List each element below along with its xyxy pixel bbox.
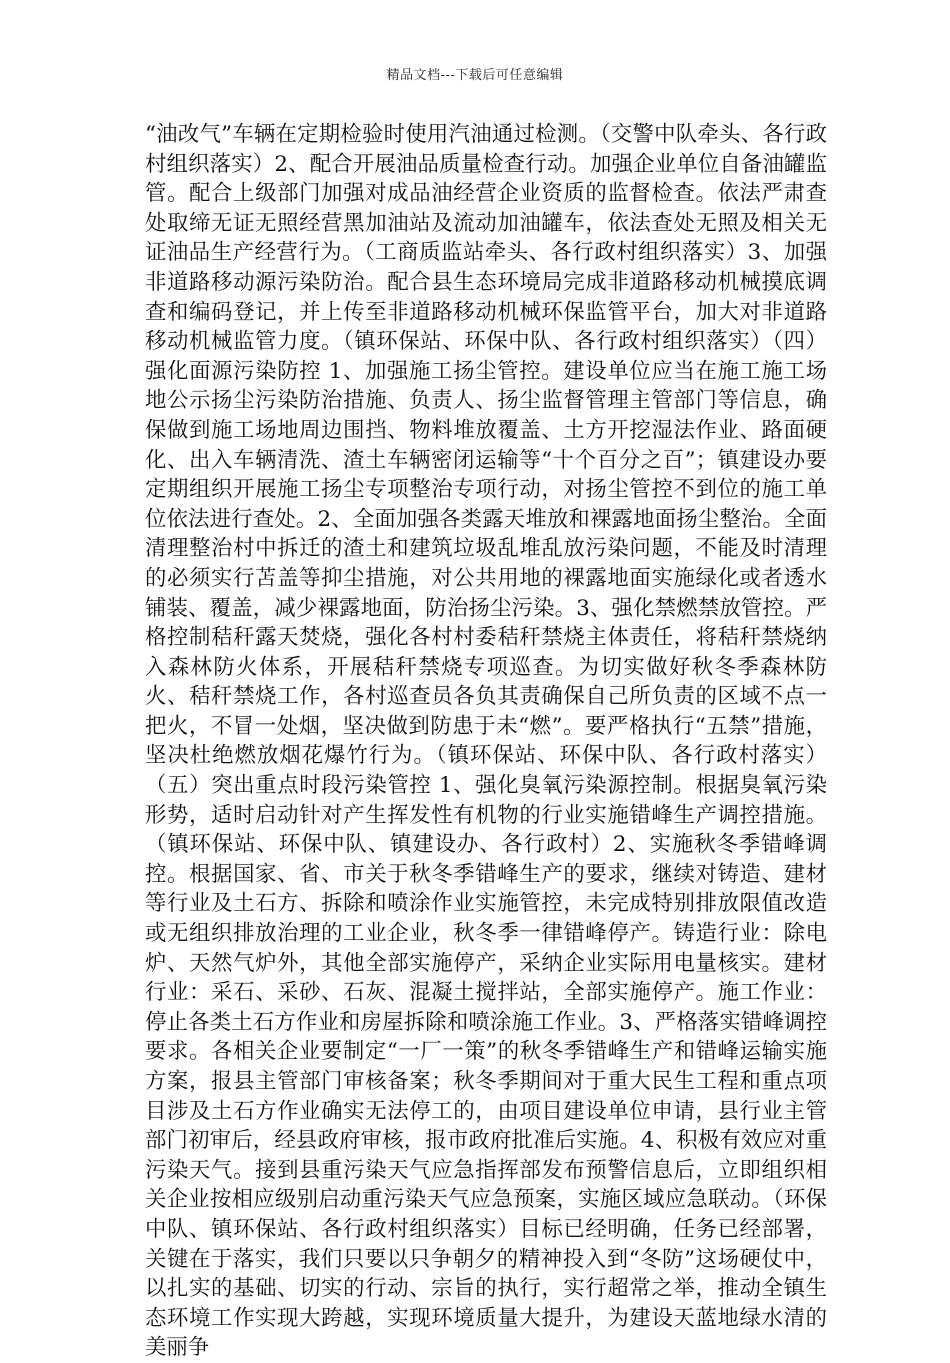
page-header: 精品文档---下载后可任意编辑	[386, 68, 564, 83]
document-body: “油改气”车辆在定期检验时使用汽油通过检测。（交警中队牵头、各行政村组织落实）2、配合开展油品质量检查行动。加强企业单位自备油罐监管。配合上级部门加强对成品油经营企业资质的监督检查。依法严肃查处取缔无证无照经营黑加油站及流动加油罐车，依法查处无照及相关无证油品生产经营行为。（工商质监站牵头、各行政村组织落实）3、加强非道路移动源污染防治。配合县生态环境局完成非道路移动机械摸底调查和编码登记，并上传至非道路移动机械环保监管平台，加大对非道路移动机械监管力度。（镇环保站、环保中队、各行政村组织落实）（四）强化面源污染防控 1、加强施工扬尘管控。建设单位应当在施工施工场地公示扬尘污染防治措施、负责人、扬尘监督管理主管部门等信息，确保做到施工场地周边围挡、物料堆放覆盖、土方开挖湿法作业、路面硬化、出入车辆清洗、渣土车辆密闭运输等“十个百分之百”；镇建设办要定期组织开展施工扬尘专项整治专项行动，对扬尘管控不到位的施工单位依法进行查处。2、全面加强各类露天堆放和裸露地面扬尘整治。全面清理整治村中拆迁的渣土和建筑垃圾乱堆乱放污染问题，不能及时清理的必须实行苫盖等抑尘措施，对公共用地的裸露地面实施绿化或者透水铺装、覆盖，减少裸露地面，防治扬尘污染。3、强化禁燃禁放管控。严格控制秸秆露天焚烧，强化各村村委秸秆禁烧主体责任，将秸秆禁烧纳入森林防火体系，开展秸秆禁烧专项巡查。为切实做好秋冬季森林防火、秸秆禁烧工作，各村巡查员各负其责确保自己所负责的区域不点一把火，不冒一处烟，坚决做到防患于未“燃”。要严格执行“五禁”措施，坚决杜绝燃放烟花爆竹行为。（镇环保站、环保中队、各行政村落实）（五）突出重点时段污染管控 1、强化臭氧污染源控制。根据臭氧污染形势，适时启动针对产生挥发性有机物的行业实施错峰生产调控措施。（镇环保站、环保中队、镇建设办、各行政村）2、实施秋冬季错峰调控。根据国家、省、市关于秋冬季错峰生产的要求，继续对铸造、建材等行业及土石方、拆除和喷涂作业实施管控，未完成特别排放限值改造或无组织排放治理的工业企业，秋冬季一律错峰停产。铸造行业：除电炉、天然气炉外，其他全部实施停产，采纳企业实际用电量核实。建材行业：采石、采砂、石灰、混凝土搅拌站，全部实施停产。施工作业：停止各类土石方作业和房屋拆除和喷涂施工作业。3、严格落实错峰调控要求。各相关企业要制定“一厂一策”的秋冬季错峰生产和错峰运输实施方案，报县主管部门审核备案；秋冬季期间对于重大民生工程和重点项目涉及土石方作业确实无法停工的，由项目建设单位申请，县行业主管部门初审后，经县政府审核，报市政府批准后实施。4、积极有效应对重污染天气。接到县重污染天气应急指挥部发布预警信息后，立即组织相关企业按相应级别启动重污染天气应急预案，实施区域应急联动。（环保中队、镇环保站、各行政村组织落实）目标已经明确，任务已经部署，关键在于落实，我们只要以只争朝夕的精神投入到“冬防”这场硬仗中，以扎实的基础、切实的行动、宗旨的执行，实行超常之举，推动全镇生态环境工作实现大跨越，实现环境质量大提升，为建设天蓝地绿水清的美丽争	[145, 122, 827, 1361]
